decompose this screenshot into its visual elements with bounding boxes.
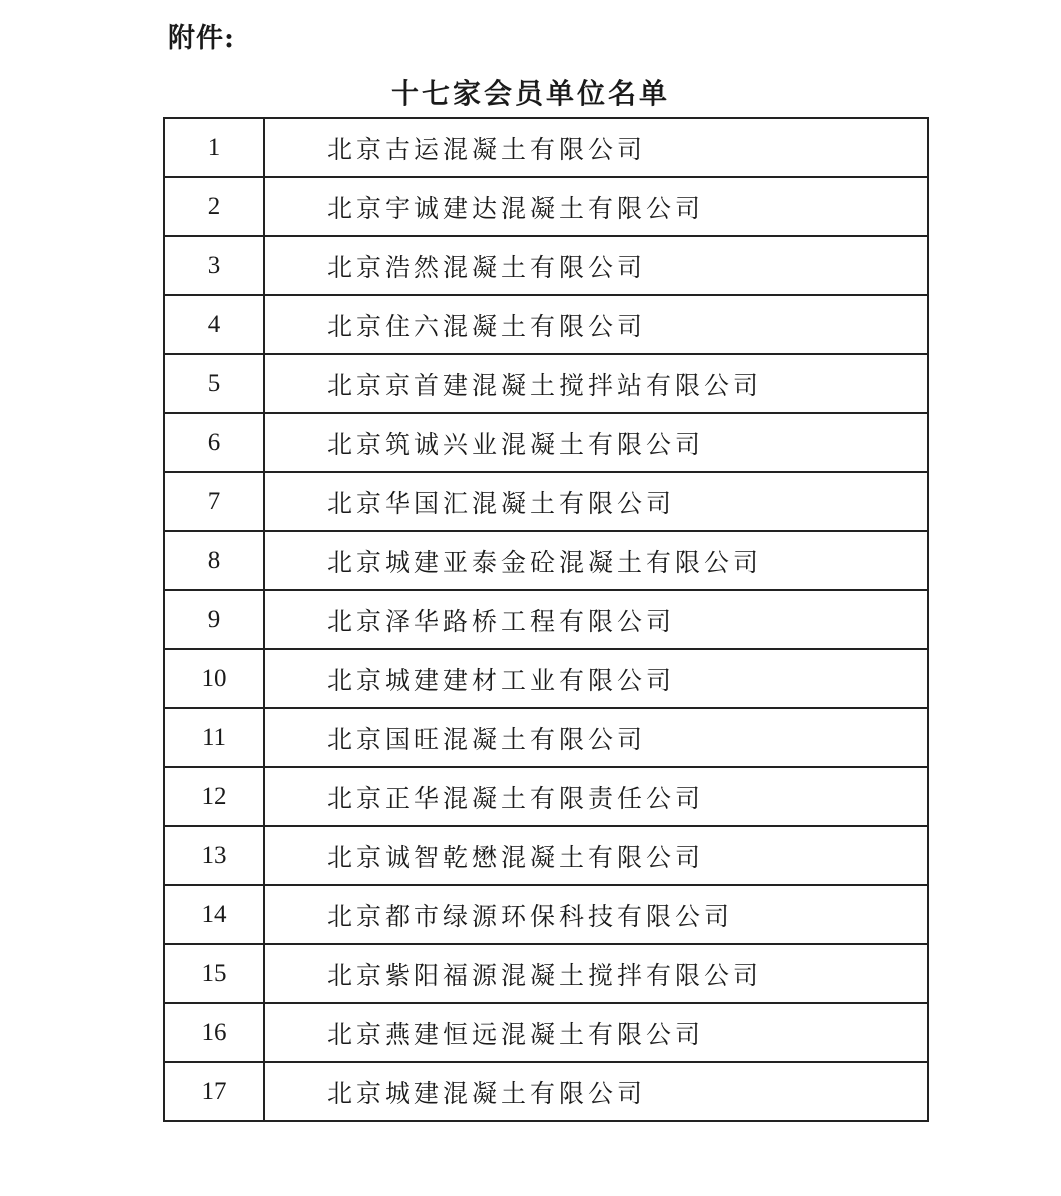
table-row [164, 885, 928, 944]
row-index: 13 [164, 826, 264, 885]
row-index: 1 [164, 118, 264, 177]
row-index: 8 [164, 531, 264, 590]
table-row [164, 1062, 928, 1121]
row-index: 17 [164, 1062, 264, 1121]
row-index: 2 [164, 177, 264, 236]
row-index: 15 [164, 944, 264, 1003]
row-index: 3 [164, 236, 264, 295]
company-name: 北京京首建混凝土搅拌站有限公司 [264, 354, 928, 413]
table-row [164, 708, 928, 767]
table-row [164, 767, 928, 826]
company-name: 北京浩然混凝土有限公司 [264, 236, 928, 295]
company-name: 北京诚智乾懋混凝土有限公司 [264, 826, 928, 885]
table-row [164, 177, 928, 236]
company-name: 北京国旺混凝土有限公司 [264, 708, 928, 767]
row-index: 16 [164, 1003, 264, 1062]
company-name: 北京紫阳福源混凝土搅拌有限公司 [264, 944, 928, 1003]
table-row [164, 118, 928, 177]
attachment-label: 附件: [168, 23, 235, 54]
row-index: 14 [164, 885, 264, 944]
row-index: 5 [164, 354, 264, 413]
row-index: 11 [164, 708, 264, 767]
row-index: 4 [164, 295, 264, 354]
row-index: 6 [164, 413, 264, 472]
company-name: 北京华国汇混凝土有限公司 [264, 472, 928, 531]
row-index: 10 [164, 649, 264, 708]
company-name: 北京住六混凝土有限公司 [264, 295, 928, 354]
row-index: 9 [164, 590, 264, 649]
table-row [164, 590, 928, 649]
company-name: 北京城建混凝土有限公司 [264, 1062, 928, 1121]
member-rows [164, 118, 928, 1121]
table-row [164, 354, 928, 413]
row-index: 7 [164, 472, 264, 531]
company-name: 北京城建亚泰金砼混凝土有限公司 [264, 531, 928, 590]
table-row [164, 472, 928, 531]
table-row [164, 295, 928, 354]
table-row [164, 649, 928, 708]
table-row [164, 413, 928, 472]
table-row [164, 944, 928, 1003]
company-name: 北京泽华路桥工程有限公司 [264, 590, 928, 649]
company-name: 北京筑诚兴业混凝土有限公司 [264, 413, 928, 472]
document-title: 十七家会员单位名单 [390, 77, 670, 110]
company-name: 北京燕建恒远混凝土有限公司 [264, 1003, 928, 1062]
table-row [164, 1003, 928, 1062]
row-index: 12 [164, 767, 264, 826]
company-name: 北京都市绿源环保科技有限公司 [264, 885, 928, 944]
table-row [164, 531, 928, 590]
company-name: 北京古运混凝土有限公司 [264, 118, 928, 177]
company-name: 北京城建建材工业有限公司 [264, 649, 928, 708]
table-row [164, 236, 928, 295]
company-name: 北京正华混凝土有限责任公司 [264, 767, 928, 826]
company-name: 北京宇诚建达混凝土有限公司 [264, 177, 928, 236]
table-row [164, 826, 928, 885]
member-list-table [163, 117, 929, 1122]
